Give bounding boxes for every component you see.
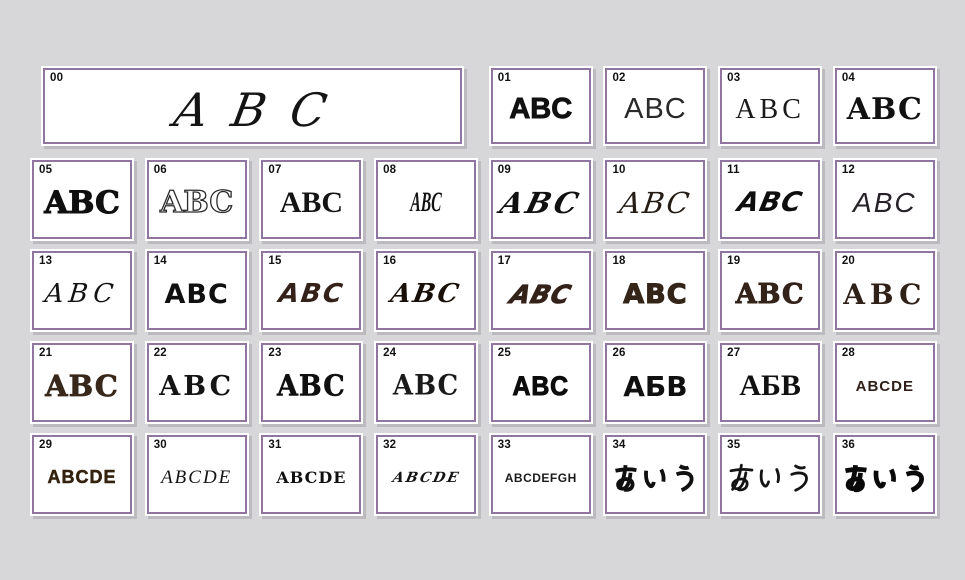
font-sample: ABCDE xyxy=(161,466,233,488)
font-number-label: 26 xyxy=(612,347,626,360)
font-cell-inner xyxy=(147,435,247,514)
font-sample: ABC xyxy=(512,370,570,401)
font-cell-inner xyxy=(32,435,132,514)
font-number-label: 11 xyxy=(727,163,740,176)
font-cell-13[interactable] xyxy=(30,249,134,332)
font-number-label: 18 xyxy=(612,255,626,268)
font-number-label: 02 xyxy=(612,72,626,84)
font-cell-18[interactable] xyxy=(603,249,707,332)
font-cell-02[interactable] xyxy=(603,66,707,146)
font-cell-12[interactable] xyxy=(833,158,937,241)
font-number-label: 21 xyxy=(39,347,53,360)
font-number-label: 36 xyxy=(841,438,856,451)
font-cell-inner xyxy=(835,68,935,144)
font-number-label: 15 xyxy=(268,255,282,268)
font-cell-inner xyxy=(376,251,476,330)
font-cell-inner xyxy=(720,251,820,330)
font-number-label: 23 xyxy=(268,347,282,360)
font-sample xyxy=(839,460,931,495)
font-number-label: 33 xyxy=(497,438,511,451)
font-number-label: 35 xyxy=(727,438,741,451)
font-sample: ABCDE xyxy=(855,377,914,395)
font-cell-29[interactable] xyxy=(30,433,134,516)
font-sample: ABC xyxy=(506,279,575,309)
font-number-label: 19 xyxy=(727,255,741,268)
font-number-label: 03 xyxy=(727,72,741,84)
font-cell-inner xyxy=(32,160,132,239)
font-sample: ABC xyxy=(159,370,235,402)
font-cell-inner xyxy=(32,251,132,330)
font-number-label: 30 xyxy=(153,438,167,451)
font-sample: АБВ xyxy=(739,369,801,403)
font-cell-inner xyxy=(147,343,247,422)
font-number-label: 09 xyxy=(497,163,511,176)
hiragana-sample-svg xyxy=(609,460,701,495)
font-number-label: 34 xyxy=(612,438,626,451)
font-cell-28[interactable] xyxy=(833,341,937,424)
font-sample: ABC xyxy=(392,369,460,403)
font-sample: ABC xyxy=(735,93,805,125)
font-number-label: 20 xyxy=(841,255,856,268)
font-cell-07[interactable] xyxy=(259,158,363,241)
font-cell-24[interactable] xyxy=(374,341,478,424)
font-cell-inner xyxy=(605,435,705,514)
font-cell-19[interactable] xyxy=(718,249,822,332)
font-cell-inner xyxy=(261,343,361,422)
font-cell-30[interactable] xyxy=(145,433,249,516)
font-cell-inner xyxy=(491,251,591,330)
font-number-label: 29 xyxy=(39,438,53,451)
font-sample: ABCDE xyxy=(47,467,117,488)
font-cell-16[interactable] xyxy=(374,249,478,332)
font-cell-inner xyxy=(147,251,247,330)
font-number-label: 12 xyxy=(841,163,856,176)
font-sample: ABC xyxy=(279,185,344,219)
font-cell-23[interactable] xyxy=(259,341,363,424)
font-number-label: 17 xyxy=(497,255,511,268)
font-sample: ABC xyxy=(276,279,346,310)
font-cell-17[interactable] xyxy=(489,249,593,332)
font-number-label: 05 xyxy=(39,163,53,176)
font-cell-32[interactable] xyxy=(374,433,478,516)
font-cell-inner xyxy=(720,435,820,514)
font-cell-22[interactable] xyxy=(145,341,249,424)
font-number-label: 22 xyxy=(153,347,167,360)
font-number-label: 28 xyxy=(841,347,856,360)
font-sample: ABC xyxy=(44,184,120,221)
font-number-label: 32 xyxy=(383,438,397,451)
font-cell-08[interactable] xyxy=(374,158,478,241)
font-number-label: 07 xyxy=(268,163,282,176)
font-cell-01[interactable] xyxy=(489,66,593,146)
font-sample: ABC xyxy=(410,186,443,218)
font-number-label: 04 xyxy=(841,72,856,84)
font-cell-inner xyxy=(261,435,361,514)
font-cell-inner xyxy=(491,68,591,144)
font-cell-inner xyxy=(605,160,705,239)
font-cell-inner xyxy=(376,160,476,239)
font-number-label: 31 xyxy=(268,438,282,451)
font-sample: ABC xyxy=(617,185,694,220)
font-number-label: 01 xyxy=(497,72,511,84)
font-cell-34[interactable] xyxy=(603,433,707,516)
font-sample: ABC xyxy=(45,369,119,404)
font-cell-26[interactable] xyxy=(603,341,707,424)
font-cell-03[interactable] xyxy=(718,66,822,146)
font-cell-inner xyxy=(261,251,361,330)
font-sample: ABC xyxy=(509,93,573,125)
font-cell-inner xyxy=(835,251,935,330)
font-cell-04[interactable] xyxy=(833,66,937,146)
font-cell-inner xyxy=(376,343,476,422)
font-grid xyxy=(30,66,937,516)
font-cell-inner xyxy=(261,160,361,239)
font-number-label: 27 xyxy=(727,347,741,360)
font-sample: ABC xyxy=(623,278,688,310)
font-sample xyxy=(609,460,701,495)
font-cell-inner xyxy=(491,343,591,422)
font-cell-27[interactable] xyxy=(718,341,822,424)
font-cell-inner xyxy=(491,435,591,514)
font-cell-inner xyxy=(605,251,705,330)
font-cell-inner xyxy=(720,343,820,422)
font-sample: ABC xyxy=(734,187,806,219)
font-cell-10[interactable] xyxy=(603,158,707,241)
font-number-label: 14 xyxy=(153,255,167,268)
font-number-label: 06 xyxy=(153,163,167,176)
font-cell-11[interactable] xyxy=(718,158,822,241)
font-sample: ABC xyxy=(276,369,346,403)
font-cell-inner xyxy=(43,68,462,144)
font-cell-inner xyxy=(32,343,132,422)
font-cell-inner xyxy=(376,435,476,514)
font-number-label: 16 xyxy=(383,255,397,268)
font-cell-inner xyxy=(491,160,591,239)
font-cell-20[interactable] xyxy=(833,249,937,332)
font-cell-14[interactable] xyxy=(145,249,249,332)
font-cell-31[interactable] xyxy=(259,433,363,516)
font-sample: ABC xyxy=(43,279,121,310)
font-number-label: 10 xyxy=(612,163,626,176)
font-number-label: 13 xyxy=(39,255,53,268)
font-cell-inner xyxy=(720,160,820,239)
font-cell-inner xyxy=(720,68,820,144)
hiragana-sample-svg xyxy=(839,460,931,495)
font-sample: ABC xyxy=(843,277,927,311)
font-cell-35[interactable] xyxy=(718,433,822,516)
font-sample: ABC xyxy=(846,92,923,127)
font-sample: АБВ xyxy=(623,369,688,403)
font-cell-inner xyxy=(605,343,705,422)
font-sample: ABCDE xyxy=(276,468,347,488)
font-sample: ABC xyxy=(853,186,917,218)
font-number-label: 24 xyxy=(383,347,397,360)
font-sample: ABC xyxy=(735,278,805,310)
font-number-label: 08 xyxy=(383,163,397,176)
hiragana-sample-svg xyxy=(723,460,817,495)
font-number-label: 00 xyxy=(50,72,64,84)
font-cell-33[interactable] xyxy=(489,433,593,516)
font-cell-00[interactable] xyxy=(41,66,464,146)
font-cell-15[interactable] xyxy=(259,249,363,332)
font-cell-36[interactable] xyxy=(833,433,937,516)
font-cell-inner xyxy=(147,160,247,239)
font-sample: ABC xyxy=(624,93,687,125)
font-sample: ABC xyxy=(170,82,355,137)
font-cell-inner xyxy=(835,160,935,239)
font-cell-21[interactable] xyxy=(30,341,134,424)
font-cell-05[interactable] xyxy=(30,158,134,241)
font-cell-inner xyxy=(835,435,935,514)
font-cell-25[interactable] xyxy=(489,341,593,424)
font-cell-09[interactable] xyxy=(489,158,593,241)
font-sample: ABC xyxy=(496,185,585,220)
font-cell-inner xyxy=(605,68,705,144)
font-cell-inner xyxy=(835,343,935,422)
font-sample: ABC xyxy=(388,279,464,310)
font-number-label: 25 xyxy=(497,347,511,360)
font-sample: ABC xyxy=(164,278,229,310)
font-cell-06[interactable] xyxy=(145,158,249,241)
font-sample: ABC xyxy=(160,185,234,221)
font-sample: ABCDE xyxy=(390,469,462,486)
font-sample xyxy=(724,460,816,495)
font-sample: ABCDEFGH xyxy=(504,470,577,485)
